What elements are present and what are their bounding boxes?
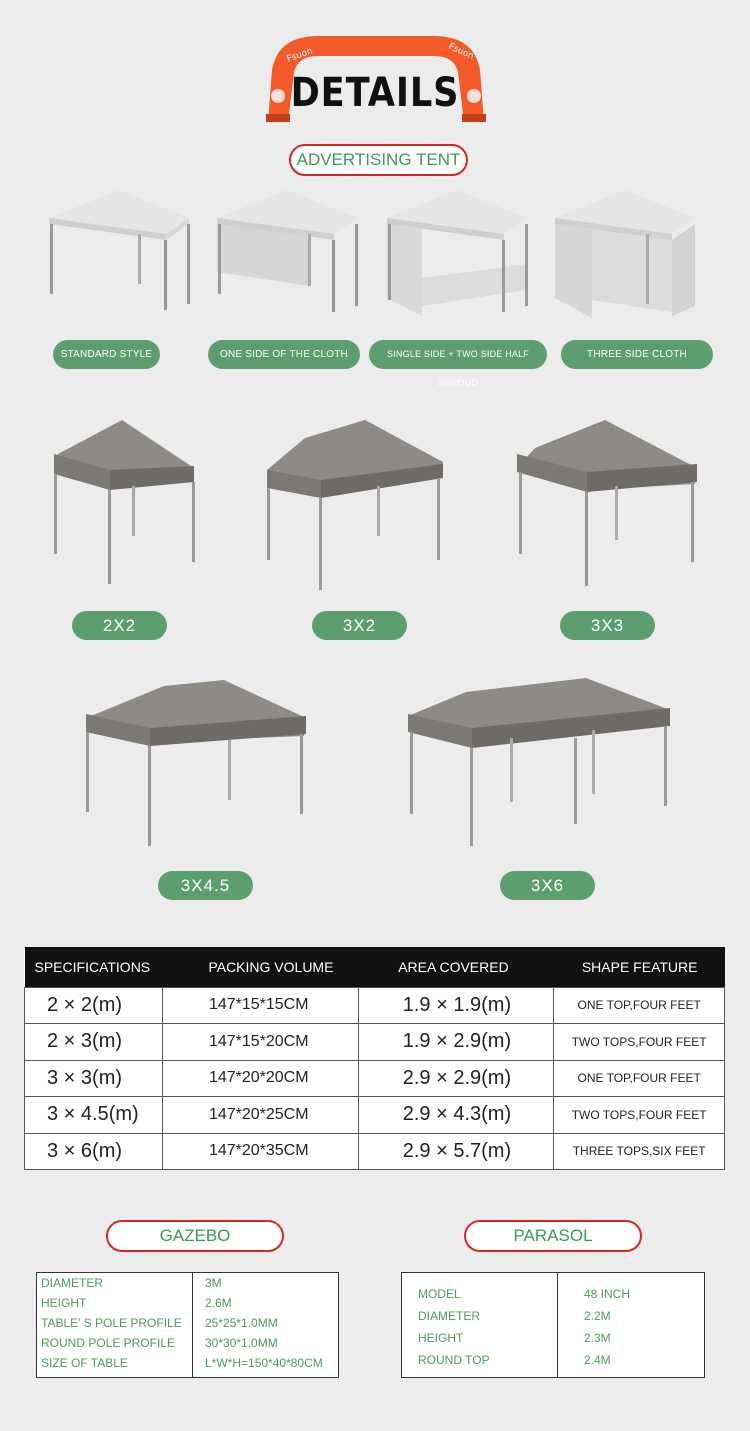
specifications-table [24,947,725,1170]
tent-one-side-cloth-image [214,188,360,318]
section-title-advertising-tent: ADVERTISING TENT [289,144,468,176]
gazebo-value: 3M [205,1276,222,1290]
spec-cell: 2.9 × 2.9(m) [358,1060,554,1097]
gazebo-label: TABLE’ S POLE PROFILE [41,1316,182,1330]
tent-2x2-image [52,418,198,586]
spec-cell: TWO TOPS,FOUR FEET [554,1097,725,1134]
spec-cell: 147*20*25CM [162,1097,358,1134]
spec-cell: TWO TOPS,FOUR FEET [554,1024,725,1061]
gazebo-value: 30*30*1.0MM [205,1336,278,1350]
parasol-table [401,1272,705,1378]
tent-3x3-image [515,418,699,588]
parasol-title: PARASOL [464,1220,642,1252]
spec-cell: 3 × 3(m) [25,1060,163,1097]
table-row [25,1060,725,1097]
gazebo-value: 2.6M [205,1296,232,1310]
spec-cell: 3 × 4.5(m) [25,1097,163,1134]
parasol-label: HEIGHT [418,1331,464,1345]
gazebo-value: L*W*H=150*40*80CM [205,1356,323,1370]
table-row [25,987,725,1024]
gazebo-label: SIZE OF TABLE [41,1356,128,1370]
size-label-3x3: 3X3 [560,611,655,640]
table-row [25,1024,725,1061]
parasol-value: 2.3M [584,1331,611,1345]
style-label-half-shroud: SINGLE SIDE + TWO SIDE HALF SHROUD [369,340,547,369]
parasol-value: 2.4M [584,1353,611,1367]
gazebo-label: HEIGHT [41,1296,87,1310]
size-label-3x2: 3X2 [312,611,407,640]
style-label-standard: STANDARD STYLE [53,340,160,369]
spec-cell: 1.9 × 1.9(m) [358,987,554,1024]
spec-cell: 2.9 × 4.3(m) [358,1097,554,1134]
spec-cell: THREE TOPS,SIX FEET [554,1133,725,1170]
table-row [25,1097,725,1134]
spec-cell: 147*15*15CM [162,987,358,1024]
gazebo-label: ROUND POLE PROFILE [41,1336,176,1350]
size-label-3x4.5: 3X4.5 [158,871,253,900]
tent-3x6-image [406,676,672,848]
spec-cell: 147*20*35CM [162,1133,358,1170]
spec-cell: ONE TOP,FOUR FEET [554,987,725,1024]
tent-3x2-image [265,418,445,592]
parasol-label: DIAMETER [418,1309,481,1323]
parasol-label: ROUND TOP [418,1353,490,1367]
spec-cell: 147*20*20CM [162,1060,358,1097]
parasol-label: MODEL [418,1287,461,1301]
gazebo-table [36,1272,339,1378]
style-label-one-side: ONE SIDE OF THE CLOTH [208,340,360,369]
tent-standard-style-image [46,188,192,312]
arch-brand-right: Fsuon [446,41,476,63]
style-label-three-side: THREE SIDE CLOTH [561,340,713,369]
table-row [25,1133,725,1170]
gazebo-title: GAZEBO [106,1220,284,1252]
page-title: DETAILS [290,70,460,116]
spec-cell: 3 × 6(m) [25,1133,163,1170]
size-label-3x6: 3X6 [500,871,595,900]
spec-header: PACKING VOLUME [162,947,358,987]
spec-header: SPECIFICATIONS [25,947,163,987]
spec-header: SHAPE FEATURE [554,947,725,987]
spec-cell: 147*15*20CM [162,1024,358,1061]
gazebo-value: 25*25*1.0MM [205,1316,278,1330]
spec-header-row [25,947,725,987]
spec-cell: 2 × 3(m) [25,1024,163,1061]
parasol-value: 2.2M [584,1309,611,1323]
spec-header: AREA COVERED [358,947,554,987]
arch-brand-left: Fsuon [285,46,315,65]
tent-three-side-cloth-image [552,188,698,318]
spec-cell: ONE TOP,FOUR FEET [554,1060,725,1097]
parasol-value: 48 INCH [584,1287,631,1301]
gazebo-label: DIAMETER [41,1276,104,1290]
tent-3x4.5-image [84,678,308,848]
spec-cell: 2.9 × 5.7(m) [358,1133,554,1170]
spec-cell: 1.9 × 2.9(m) [358,1024,554,1061]
tent-half-shroud-image [384,188,530,318]
size-label-2x2: 2X2 [72,611,167,640]
spec-cell: 2 × 2(m) [25,987,163,1024]
